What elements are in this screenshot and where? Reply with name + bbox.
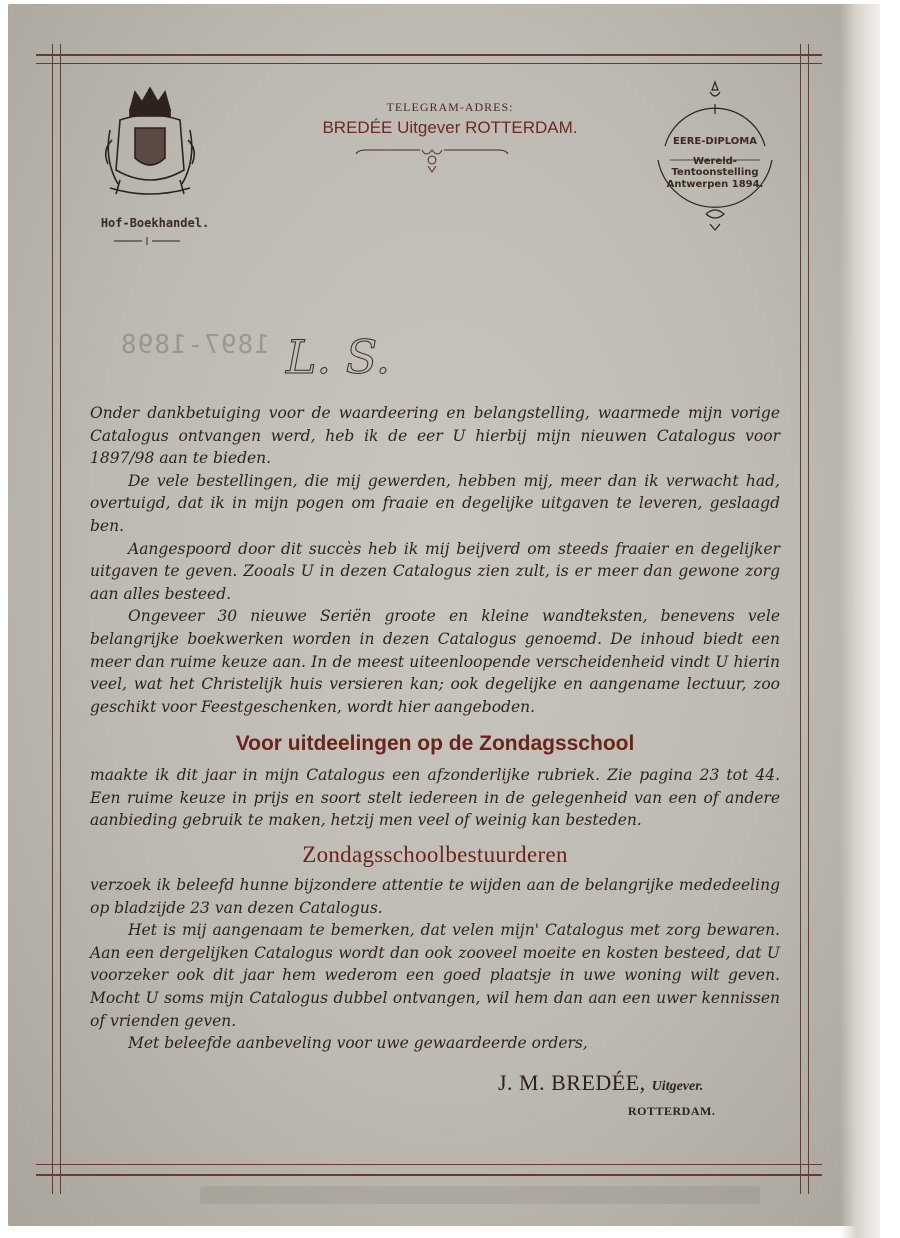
flourish-ornament-icon	[352, 144, 512, 174]
paragraph-5: maakte ik dit jaar in mijn Catalogus een afzonderlijke rubriek. Zie pagina 23 tot 44. Een ruime keuze in prijs en soort stelt iedereen in de gelegenheid van een of andere aanbieding gebruik te maken, hetzij men veel of weinig kan besteden.	[90, 766, 780, 830]
ornament-divider-icon	[112, 236, 182, 246]
paragraph-7: Het is mij aangenaam te bemerken, dat velen mijn' Catalogus met zorg bewaren. Aan een dergelijken Catalogus wordt dan ook zooveel moeite en kosten besteed, dat U voorzeker ook dit jaar hem wederom een goed plaatsje in uwe woning wilt geven. Mocht U soms mijn Catalogus dubbel ontvangen, wil hem dan aan een uwer kennissen of vrienden geven.	[90, 921, 780, 1030]
telegram-address: BREDÉE Uitgever ROTTERDAM.	[322, 118, 578, 137]
paragraph-3: Aangespoord door dit succès heb ik mij beijverd om steeds fraaier en degelijker uitgaven te geven. Zooals U in dezen Catalogus zien zult, is er meer dan gewone zorg aan alles besteed.	[90, 539, 780, 603]
torn-edge	[840, 4, 880, 1238]
medal-place-year: Antwerpen 1894.	[666, 179, 764, 190]
signature-role: Uitgever.	[651, 1079, 704, 1094]
frame-left-rule	[52, 44, 53, 1194]
hof-boekhandel-caption: Hof-Boekhandel.	[100, 216, 210, 230]
paragraph-6: verzoek ik beleefd hunne bijzondere attentie te wijden aan de belangrijke mededeeling op bladzijde 23 van dezen Catalogus.	[90, 876, 780, 917]
signature-city: ROTTERDAM.	[628, 1104, 716, 1118]
telegram-label: TELEGRAM-ADRES:	[386, 100, 514, 114]
frame-right-rule	[808, 44, 809, 1194]
sunday-school-section	[90, 764, 780, 832]
paragraph-4: Ongeveer 30 nieuwe Seriën groote en kleine wandteksten, benevens vele belangrijke boekwerken worden in dezen Catalogus genoemd. De inhoud biedt een meer dan ruime keuze aan. In de meest uiteenloopende verscheidenheid vindt U hierin veel, wat het Christelijk huis versieren kan; ook degelijke en aangename lectuur, zoo geschikt voor Feestgeschenken, wordt hier aangeboden.	[90, 607, 780, 716]
faded-handwriting-smudge	[200, 1186, 760, 1204]
frame-right-rule-inner	[800, 44, 801, 1194]
salutation: L. S.	[286, 330, 391, 384]
signature-name: J. M. BREDÉE,	[498, 1070, 646, 1095]
royal-coat-of-arms-icon	[100, 80, 200, 210]
medal-exhibition: Wereld-Tentoonstelling	[671, 156, 759, 178]
board-members-section	[90, 874, 780, 1055]
paragraph-2: De vele bestellingen, die mij gewerden, hebben mij, meer dan ik verwacht had, overtuigd, dat ik in mijn pogen om fraaie en degelijke uitgaven te leveren, geslaagd ben.	[90, 471, 780, 535]
intro-body	[90, 402, 780, 718]
frame-left-rule-inner	[60, 44, 61, 1194]
signature	[498, 1070, 703, 1096]
heading-board-members: Zondagsschoolbestuurderen	[302, 842, 568, 867]
year-stamp: 1897-1898	[120, 330, 270, 360]
paragraph-1: Onder dankbetuiging voor de waardeering en belangstelling, waarmede mijn vorige Catalogus ontvangen werd, heb ik de eer U hierbij mijn nieuwen Catalogus voor 1897/98 aan te bieden.	[90, 404, 780, 468]
heading-sunday-school-gifts: Voor uitdeelingen op de Zondagsschool	[235, 732, 635, 755]
closing-line: Met beleefde aanbeveling voor uwe gewaardeerde orders,	[128, 1034, 588, 1053]
medal-title: EERE-DIPLOMA	[673, 136, 757, 147]
